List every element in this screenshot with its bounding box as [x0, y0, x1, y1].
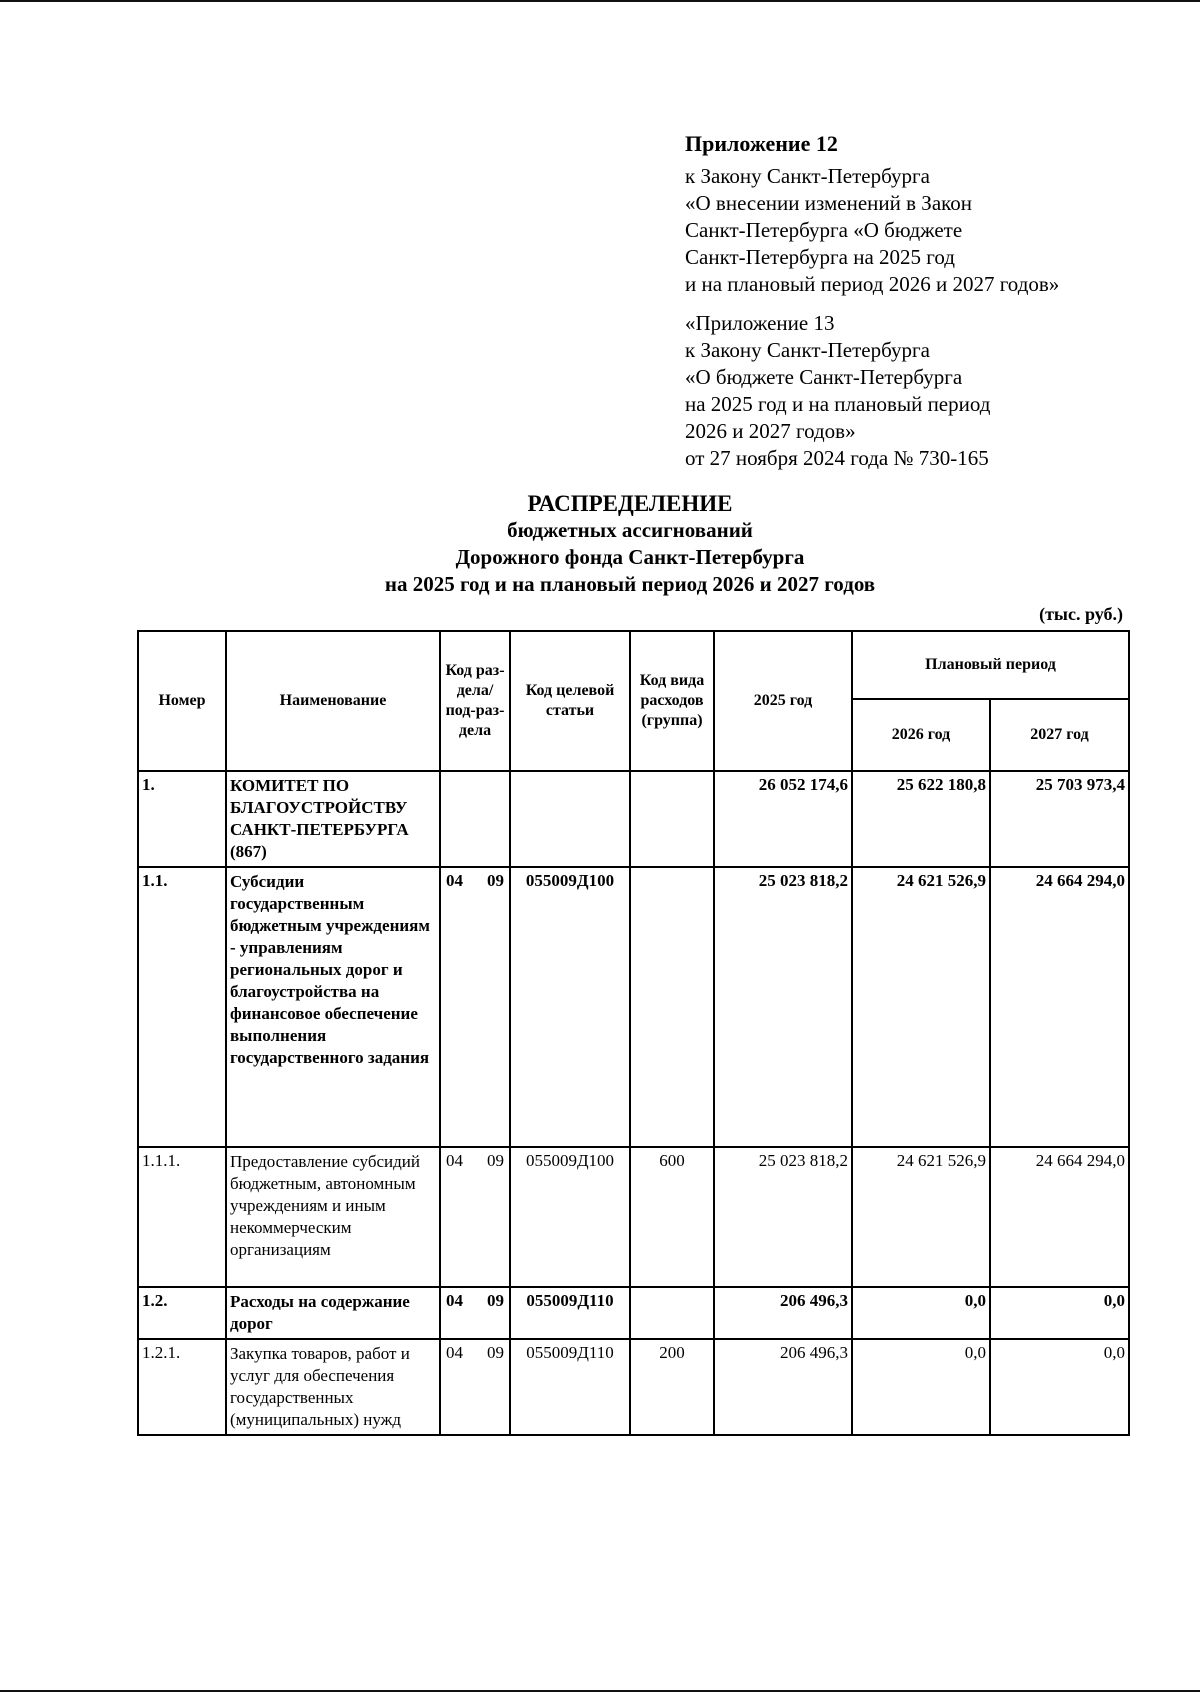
title-line: на 2025 год и на плановый период 2026 и 2027 годов: [384, 572, 876, 596]
row-section: [440, 1339, 510, 1435]
header-expense-type: Код вида расходов (группа): [630, 631, 714, 771]
row-2026: 0,0: [852, 1339, 990, 1435]
row-target: 055009Д100: [510, 1147, 630, 1287]
row-razdel: 04: [446, 871, 463, 890]
scan-edge-bottom: [0, 1690, 1200, 1692]
row-podrazdel: 09: [487, 1291, 504, 1310]
row-expense-type: [630, 771, 714, 867]
row-razdel: 04: [446, 1151, 463, 1170]
row-number: 1.2.1.: [138, 1339, 226, 1435]
appendix-heading: Приложение 12: [685, 131, 838, 156]
row-name: Закупка товаров, работ и услуг для обеспечения государственных (муниципальных) нужд: [226, 1339, 440, 1435]
row-target: 055009Д110: [510, 1287, 630, 1339]
header-planned-period: Плановый период: [852, 631, 1129, 699]
row-2027: 24 664 294,0: [990, 1147, 1129, 1287]
header-2026: 2026 год: [852, 699, 990, 771]
appendix-line: Санкт-Петербурга на 2025 год: [685, 245, 955, 269]
row-2026: 0,0: [852, 1287, 990, 1339]
row-name: Расходы на содержание дорог: [226, 1287, 440, 1339]
original-appendix-line: «Приложение 13: [685, 311, 835, 335]
row-2027: 0,0: [990, 1287, 1129, 1339]
original-appendix-line: «О бюджете Санкт-Петербурга: [685, 365, 963, 389]
row-number: 1.1.: [138, 867, 226, 1147]
row-section: [440, 771, 510, 867]
row-name: КОМИТЕТ ПО БЛАГОУСТРОЙСТВУ САНКТ-ПЕТЕРБУРГА (867): [226, 771, 440, 867]
row-2027: 25 703 973,4: [990, 771, 1129, 867]
row-number: 1.: [138, 771, 226, 867]
original-appendix-line: к Закону Санкт-Петербурга: [685, 338, 930, 362]
header-2027: 2027 год: [990, 699, 1129, 771]
row-podrazdel: 09: [487, 871, 504, 890]
row-podrazdel: 09: [487, 1343, 504, 1362]
row-section: [440, 1147, 510, 1287]
row-section: [440, 1287, 510, 1339]
appendix-header: [685, 130, 1165, 472]
row-expense-type: 600: [630, 1147, 714, 1287]
header-target: Код целевой статьи: [510, 631, 630, 771]
row-number: 1.2.: [138, 1287, 226, 1339]
row-2025: 26 052 174,6: [714, 771, 852, 867]
row-target: 055009Д110: [510, 1339, 630, 1435]
row-expense-type: 200: [630, 1339, 714, 1435]
header-2025: 2025 год: [714, 631, 852, 771]
document-title: [130, 490, 1130, 598]
header-name: Наименование: [226, 631, 440, 771]
row-2026: 24 621 526,9: [852, 867, 990, 1147]
appendix-line: и на плановый период 2026 и 2027 годов»: [685, 272, 1060, 296]
row-2025: 25 023 818,2: [714, 1147, 852, 1287]
original-appendix-line: от 27 ноября 2024 года № 730-165: [685, 446, 989, 470]
row-2025: 206 496,3: [714, 1339, 852, 1435]
appendix-line: Санкт-Петербурга «О бюджете: [685, 218, 963, 242]
row-expense-type: [630, 867, 714, 1147]
table-row: [138, 867, 1129, 1147]
row-2026: 25 622 180,8: [852, 771, 990, 867]
row-razdel: 04: [446, 1343, 463, 1362]
scan-edge-top: [0, 0, 1200, 2]
row-name: Предоставление субсидий бюджетным, автономным учреждениям и иным некоммерческим организациям: [226, 1147, 440, 1287]
original-appendix-line: на 2025 год и на плановый период: [685, 392, 991, 416]
table-row: [138, 1147, 1129, 1287]
row-number: 1.1.1.: [138, 1147, 226, 1287]
table-row: [138, 1287, 1129, 1339]
row-2026: 24 621 526,9: [852, 1147, 990, 1287]
header-number: Номер: [138, 631, 226, 771]
row-target: 055009Д100: [510, 867, 630, 1147]
title-line: Дорожного фонда Санкт-Петербурга: [455, 545, 805, 569]
appendix-line: «О внесении изменений в Закон: [685, 191, 973, 215]
row-2025: 206 496,3: [714, 1287, 852, 1339]
appendix-line: к Закону Санкт-Петербурга: [685, 164, 930, 188]
row-2027: 0,0: [990, 1339, 1129, 1435]
units-label: (тыс. руб.): [1039, 604, 1123, 624]
title-main: РАСПРЕДЕЛЕНИЕ: [527, 491, 733, 516]
budget-table: [137, 630, 1130, 1436]
row-razdel: 04: [446, 1291, 463, 1310]
row-podrazdel: 09: [487, 1151, 504, 1170]
header-section: Код раз-дела/ под-раз-дела: [440, 631, 510, 771]
title-line: бюджетных ассигнований: [507, 518, 753, 542]
original-appendix-line: 2026 и 2027 годов»: [685, 419, 856, 443]
row-expense-type: [630, 1287, 714, 1339]
table-row: [138, 1339, 1129, 1435]
row-2027: 24 664 294,0: [990, 867, 1129, 1147]
row-target: [510, 771, 630, 867]
row-section: [440, 867, 510, 1147]
table-row: [138, 771, 1129, 867]
row-2025: 25 023 818,2: [714, 867, 852, 1147]
row-name: Субсидии государственным бюджетным учреждениям - управлениям региональных дорог и благоустройства на финансовое обеспечение выполнения государственного задания: [226, 867, 440, 1147]
